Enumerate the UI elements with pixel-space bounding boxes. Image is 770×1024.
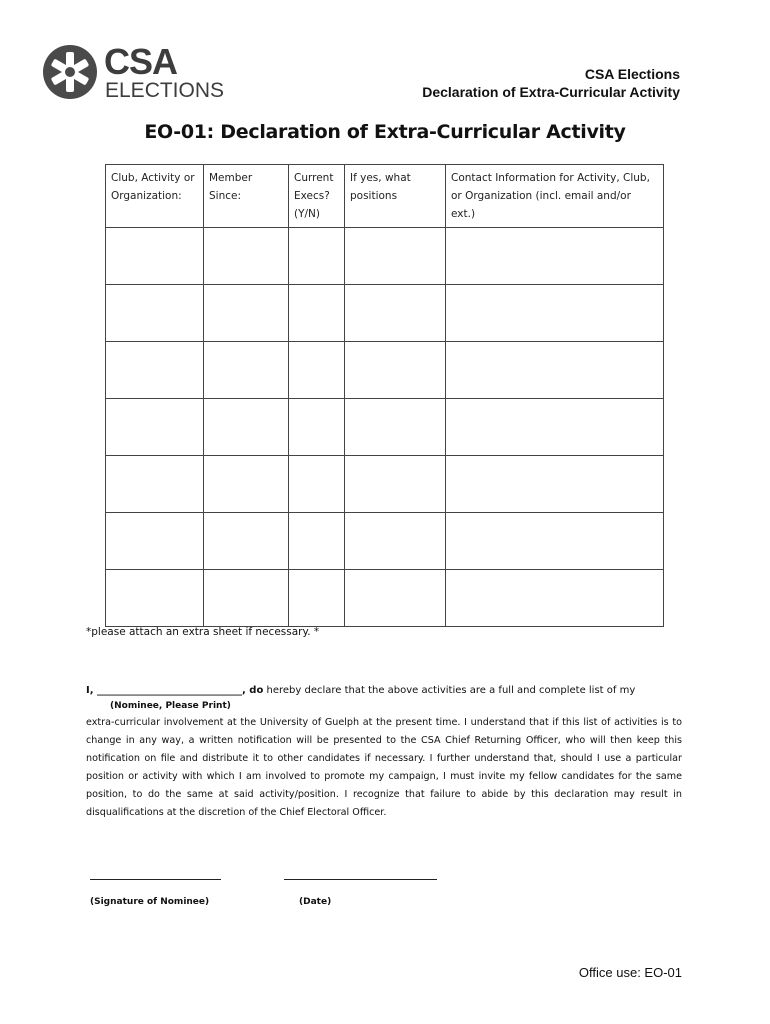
table-cell[interactable]: [289, 570, 345, 627]
logo-csa-text: CSA: [104, 41, 178, 82]
table-cell[interactable]: [289, 228, 345, 285]
nominee-name-blank[interactable]: I, _____________________________, do: [86, 685, 264, 696]
table-cell[interactable]: [204, 285, 289, 342]
table-cell[interactable]: [446, 285, 664, 342]
table-row: [106, 342, 664, 399]
table-header-row: [106, 165, 664, 228]
header-member-since: Member Since:: [204, 165, 289, 228]
table-cell[interactable]: [446, 399, 664, 456]
table-cell[interactable]: [446, 570, 664, 627]
attach-sheet-note: *please attach an extra sheet if necessary. *: [86, 626, 320, 638]
asterisk-logo-icon: [40, 40, 100, 100]
nominee-print-label: (Nominee, Please Print): [110, 701, 231, 711]
table-body: [106, 228, 664, 627]
table-cell[interactable]: [106, 285, 204, 342]
header-contact-info: Contact Information for Activity, Club, or Organization (incl. email and/or ext.): [446, 165, 664, 228]
logo-elections-text: ELECTIONS: [105, 79, 225, 102]
table-row: [106, 513, 664, 570]
csa-elections-logo: [40, 40, 230, 104]
table-cell[interactable]: [345, 570, 446, 627]
table-cell[interactable]: [289, 513, 345, 570]
table-cell[interactable]: [106, 342, 204, 399]
table-cell[interactable]: [204, 342, 289, 399]
document-title: EO-01: Declaration of Extra-Curricular Activity: [144, 121, 626, 143]
signature-label: (Signature of Nominee): [90, 897, 210, 907]
signature-line[interactable]: [90, 879, 221, 880]
table-cell[interactable]: [446, 228, 664, 285]
table-cell[interactable]: [106, 228, 204, 285]
table-cell[interactable]: [106, 399, 204, 456]
table-cell[interactable]: [289, 285, 345, 342]
table-cell[interactable]: [106, 570, 204, 627]
table-cell[interactable]: [204, 513, 289, 570]
document-header: [422, 65, 680, 101]
header-line-1: CSA Elections: [584, 66, 680, 82]
table-cell[interactable]: [446, 513, 664, 570]
table-cell[interactable]: [204, 570, 289, 627]
header-club: Club, Activity or Organization:: [106, 165, 204, 228]
table-cell[interactable]: [345, 342, 446, 399]
table-cell[interactable]: [345, 399, 446, 456]
table-cell[interactable]: [106, 456, 204, 513]
table-cell[interactable]: [289, 456, 345, 513]
table-cell[interactable]: [204, 399, 289, 456]
declaration-line-text: hereby declare that the above activities are a full and complete list of my: [263, 685, 636, 696]
activity-table: [105, 164, 664, 627]
header-positions: If yes, what positions: [345, 165, 446, 228]
date-line[interactable]: [284, 879, 437, 880]
table-cell[interactable]: [446, 456, 664, 513]
declaration-paragraph: extra-curricular involvement at the University of Guelph at the present time. I understand that if this list of activities is to change in any way, a written notification will be presented to the CSA Chief Returning Officer, who will then keep this notification on file and distribute it to other candidates if necessary. I further understand that, should I use a particular position or activity with which I am involved to promote my campaign, I must invite my fellow candidates for the same position, to do the same at said activity/position. I recognize that failure to abide by this declaration may result in disqualifications at the discretion of the Chief Electoral Officer.: [86, 717, 682, 818]
table-cell[interactable]: [345, 228, 446, 285]
header-current-execs: Current Execs? (Y/N): [289, 165, 345, 228]
table-cell[interactable]: [204, 228, 289, 285]
table-cell[interactable]: [289, 342, 345, 399]
table-cell[interactable]: [106, 513, 204, 570]
table-cell[interactable]: [446, 342, 664, 399]
table-row: [106, 399, 664, 456]
table-cell[interactable]: [204, 456, 289, 513]
table-cell[interactable]: [345, 456, 446, 513]
table-row: [106, 456, 664, 513]
declaration-line: [86, 685, 635, 696]
date-label: (Date): [299, 897, 332, 907]
header-line-2: Declaration of Extra-Curricular Activity: [422, 84, 680, 100]
office-use-label: Office use: EO-01: [578, 965, 682, 980]
table-row: [106, 285, 664, 342]
table-cell[interactable]: [345, 513, 446, 570]
table-row: [106, 228, 664, 285]
table-row: [106, 570, 664, 627]
table-cell[interactable]: [289, 399, 345, 456]
table-cell[interactable]: [345, 285, 446, 342]
